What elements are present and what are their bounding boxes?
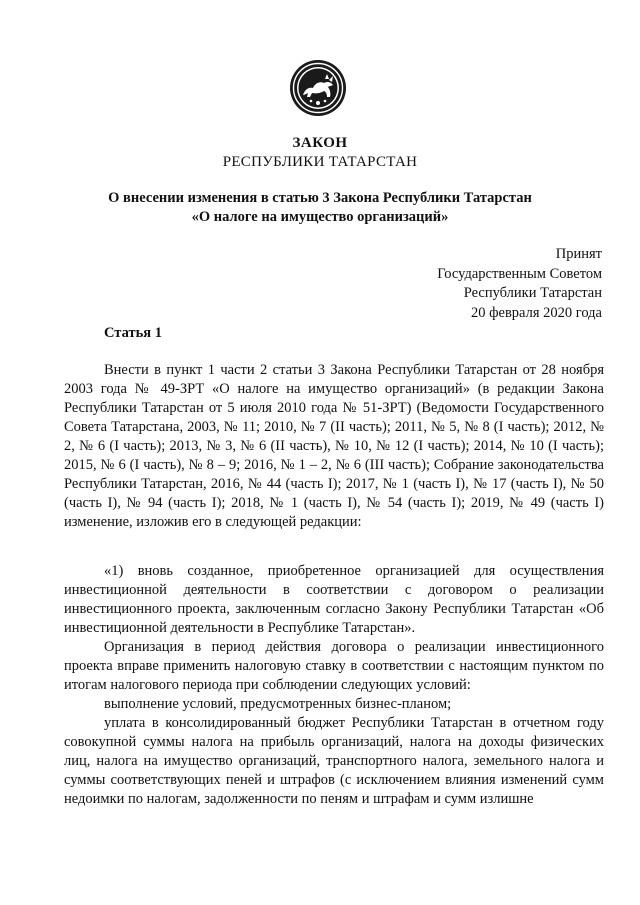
article-intro-block: [64, 361, 604, 532]
coat-of-arms-emblem: [289, 59, 347, 117]
article-body-block: [64, 562, 604, 809]
adoption-line3: Республики Татарстан: [463, 285, 602, 301]
law-heading-line1: О внесении изменения в статью 3 Закона Республики Татарстан: [108, 190, 532, 206]
adoption-block: [437, 245, 602, 323]
article-title: Статья 1: [104, 325, 162, 341]
body-paragraph: Организация в период действия договора о реализации инвестиционного проекта вправе применить налоговую ставку в соответствии с настоящим пунктом по итогам налогового периода при соблюдении следующих условий:: [64, 639, 604, 693]
body-paragraph: «1) вновь созданное, приобретенное организацией для осуществления инвестиционной деятельности в соответствии с договором о реализации инвестиционного проекта, заключенным согласно Закону Республики Татарстан «Об инвестиционной деятельности в Республике Татарстан».: [64, 563, 604, 636]
adoption-date: 20 февраля 2020 года: [470, 304, 602, 321]
article-intro-paragraph: Внести в пункт 1 части 2 статьи 3 Закона Республики Татарстан от 28 ноября 2003 года № 49-ЗРТ «О налоге на имущество организаций» (в редакции Закона Республики Татарстан от 5 июля 2010 года № 51-ЗРТ) (Ведомости Государственного Совета Татарстана, 2003, № 11; 2010, № 7 (II часть); 2011, № 5, № 8 (I часть); 2012, № 2, № 6 (I часть); 2013, № 3, № 6 (II часть), № 10, № 12 (I часть); 2014, № 10 (I часть); 2015, № 6 (I часть), № 8 – 9; 2016, № 1 – 2, № 6 (III часть); Собрание законодательства Республики Татарстан, 2016, № 44 (часть I); 2017, № 1 (часть I), № 17 (часть I), № 50 (часть I), № 94 (часть I); 2018, № 1 (часть I), № 54 (часть I); 2019, № 49 (часть I) изменение, изложив его в следующей редакции:: [64, 362, 604, 530]
law-heading-line2: «О налоге на имущество организаций»: [191, 209, 449, 225]
adoption-line2: Государственным Советом: [437, 265, 602, 282]
body-paragraph: выполнение условий, предусмотренных бизнес-планом;: [104, 696, 452, 712]
body-paragraph: уплата в консолидированный бюджет Республики Татарстан в отчетном году совокупной суммы налога на прибыль организаций, налога на доходы физических лиц, налога на имущество организаций, транспортного налога, земельного налога и суммы соответствующих пеней и штрафов (с исключением влияния изменений сумм недоимки по налогам, задолженности по пеням и штрафам и сумм излишне: [64, 715, 604, 807]
law-subtitle: РЕСПУБЛИКИ ТАТАРСТАН: [222, 154, 418, 170]
adoption-line1: Принят: [555, 246, 602, 262]
law-title: ЗАКОН: [292, 135, 348, 151]
